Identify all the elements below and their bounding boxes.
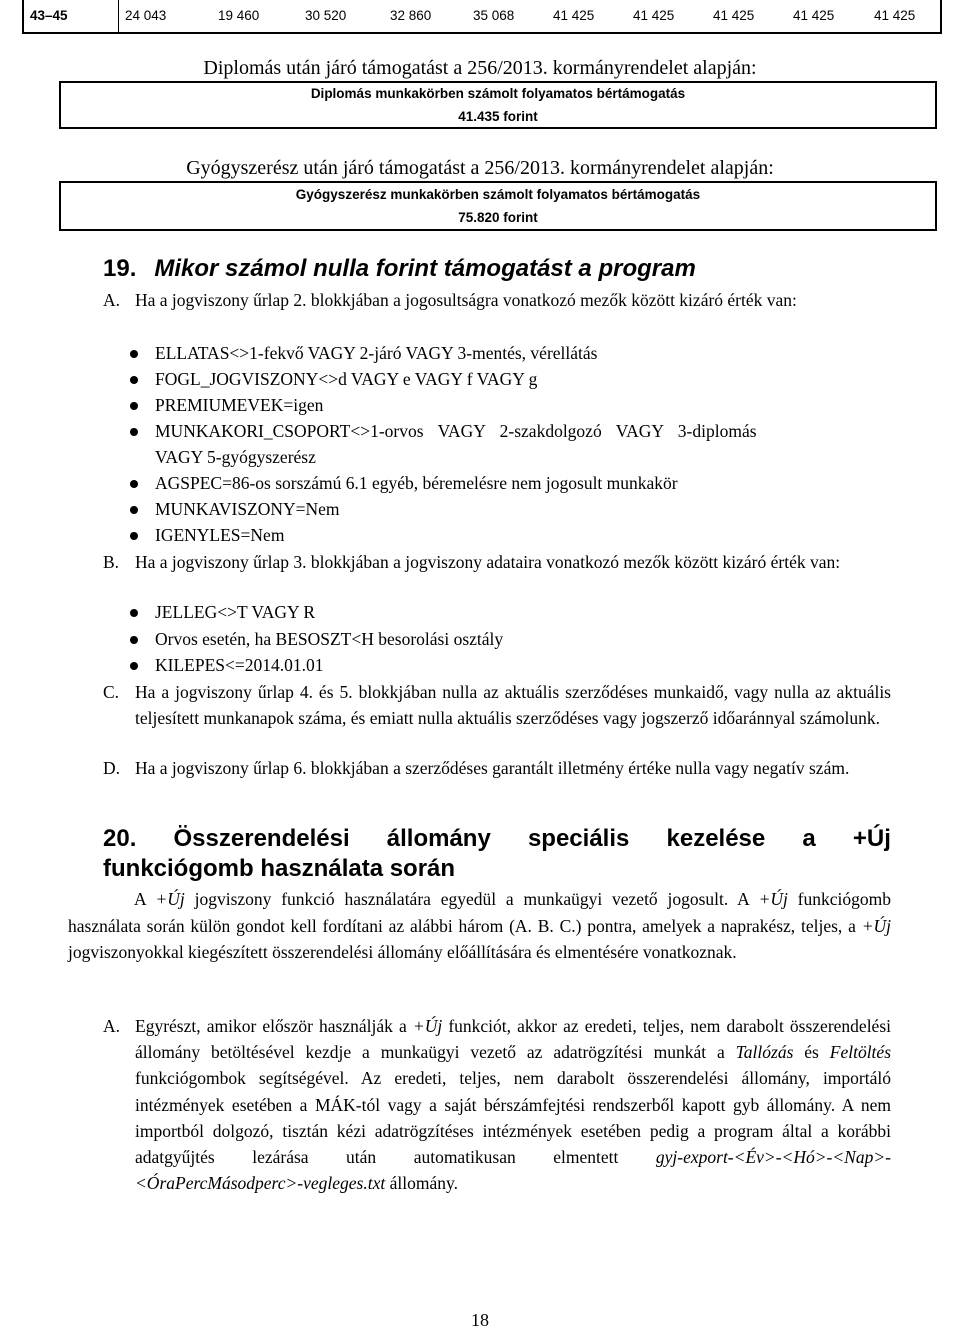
item-text: Ha a jogviszony űrlap 3. blokkjában a jogviszony adataira vonatkozó mezők között kizáró érték van: xyxy=(135,552,841,572)
item-label: B. xyxy=(103,552,120,572)
text-run: jogviszonyokkal kiegészített összerendelési állomány előállítására és elmentésére vonatkoznak. xyxy=(68,942,737,962)
bullet-icon xyxy=(130,350,138,358)
page-number: 18 xyxy=(471,1310,489,1330)
bullet-icon xyxy=(130,376,138,384)
text-run: funkciót, akkor az eredeti, teljes, nem darabolt összerendelési állomány betöltésével kezdje a munkaügyi vezető az adatrögzítési munkát a xyxy=(135,1016,891,1063)
section-number: 20. xyxy=(103,825,137,852)
section-20-item-a xyxy=(135,1013,891,1196)
list-item: MUNKAKORI_CSOPORT<>1-orvos VAGY 2-szakdolgozó VAGY 3-diplomás xyxy=(155,421,757,441)
text-run: jogviszony funkció használatára egyedül a munkaügyi vezető jogosult. A xyxy=(184,889,759,909)
list-item: KILEPES<=2014.01.01 xyxy=(155,655,324,675)
bullet-icon xyxy=(130,532,138,540)
italic-run: Feltöltés xyxy=(829,1042,891,1063)
table-cell: 41 425 xyxy=(633,8,675,23)
text-run: funkciógomb használata során külön gondot kell fordítani az alábbi három (A. B. C.) pontra, amelyek a naprakész, teljes, a xyxy=(68,889,891,936)
bullet-icon xyxy=(130,506,138,514)
italic-run: +Új xyxy=(758,889,788,909)
bullet-icon xyxy=(130,636,138,644)
box2-heading: Gyógyszerész után járó támogatást a 256/2013. kormányrendelet alapján: xyxy=(186,157,774,179)
item-label: D. xyxy=(103,758,121,778)
box1-heading: Diplomás után járó támogatást a 256/2013. kormányrendelet alapján: xyxy=(203,57,757,79)
item-text: Ha a jogviszony űrlap 2. blokkjában a jogosultságra vonatkozó mezők között kizáró érték van: xyxy=(135,290,797,310)
section-number: 19. xyxy=(103,255,137,282)
text-run: állomány. xyxy=(385,1173,458,1194)
title-word: állomány xyxy=(386,825,491,852)
italic-run: gyj-export-<Év>-<Hó>-<Nap>-<ÓraPercMásodperc>-vegleges.txt xyxy=(135,1147,891,1194)
section-title: Mikor számol nulla forint támogatást a program xyxy=(154,255,696,282)
title-word: speciális xyxy=(527,825,630,852)
item-text: Ha a jogviszony űrlap 4. és 5. blokkjában nulla az aktuális szerződéses munkaidő, vagy nulla az aktuális teljesített munkanapok száma, és emiatt nulla aktuális szerződéses vagy jogszerző időaránnyal számolunk. xyxy=(135,682,891,728)
bullet-icon xyxy=(130,480,138,488)
section-20-heading xyxy=(103,824,891,884)
bullet-icon xyxy=(130,609,138,617)
bullet-icon xyxy=(130,662,138,670)
italic-run: +Új xyxy=(412,1016,443,1036)
table-cell: 35 068 xyxy=(473,8,515,23)
text-run: Egyrészt, amikor először használják a xyxy=(135,1016,413,1036)
table-cell: 41 425 xyxy=(713,8,755,23)
table-cell: 41 425 xyxy=(553,8,595,23)
title-word: kezelése xyxy=(666,825,766,852)
title-word: a xyxy=(802,825,816,852)
italic-run: Tallózás xyxy=(735,1042,794,1063)
list-item: ELLATAS<>1-fekvő VAGY 2-járó VAGY 3-mentés, vérellátás xyxy=(155,343,598,363)
list-item: PREMIUMEVEK=igen xyxy=(155,395,324,415)
list-item: Orvos esetén, ha BESOSZT<H besorolási osztály xyxy=(155,629,504,649)
italic-run: +Új xyxy=(155,889,185,909)
section-title-line2: funkciógomb használata során xyxy=(103,855,456,882)
box2-line2: 75.820 forint xyxy=(458,210,538,225)
list-item: MUNKAVISZONY=Nem xyxy=(155,499,340,519)
italic-run: +Új xyxy=(861,915,891,936)
bullet-icon xyxy=(130,428,138,436)
list-item-continuation: VAGY 5-gyógyszerész xyxy=(155,447,316,467)
table-cell: 32 860 xyxy=(390,8,432,23)
box2-line1: Gyógyszerész munkakörben számolt folyamatos bértámogatás xyxy=(295,187,701,202)
text-run: A xyxy=(134,889,156,909)
list-item: IGENYLES=Nem xyxy=(155,525,285,545)
text-run: funkciógombok segítségével. Az eredeti, teljes, nem darabolt összerendelési állomány, importáló intézmények esetében a MÁK-tól vagy a saját bérszámfejtési rendszerből kapott gyb állomány. A nem importból dolgozó, tisztán kézi adatrögzítéses intézmények esetében pedig a program által a korábbi adatgyűjtés lezárása után automatikusan elmentett xyxy=(135,1068,891,1168)
section-20-intro xyxy=(68,886,891,966)
table-cell: 30 520 xyxy=(305,8,347,23)
item-label: A. xyxy=(103,290,121,310)
bullet-icon xyxy=(130,402,138,410)
item-text: Ha a jogviszony űrlap 6. blokkjában a szerződéses garantált illetmény értéke nulla vagy negatív szám. xyxy=(135,758,850,778)
title-word: Összerendelési xyxy=(173,825,350,852)
box1-line1: Diplomás munkakörben számolt folyamatos bértámogatás xyxy=(310,86,686,101)
item-label: A. xyxy=(103,1016,121,1036)
title-word: +Új xyxy=(852,825,891,852)
table-cell: 24 043 xyxy=(125,8,167,23)
list-item: JELLEG<>T VAGY R xyxy=(155,602,316,622)
list-item: AGSPEC=86-os sorszámú 6.1 egyéb, béremelésre nem jogosult munkakör xyxy=(155,473,678,493)
table-cell: 41 425 xyxy=(874,8,916,23)
text-run: és xyxy=(793,1042,830,1063)
table-cell: 41 425 xyxy=(793,8,835,23)
list-item: FOGL_JOGVISZONY<>d VAGY e VAGY f VAGY g xyxy=(155,369,538,389)
item-label: C. xyxy=(103,682,120,702)
box1-line2: 41.435 forint xyxy=(458,109,538,124)
table-cell: 19 460 xyxy=(218,8,260,23)
table-cell-first: 43–45 xyxy=(30,8,68,23)
